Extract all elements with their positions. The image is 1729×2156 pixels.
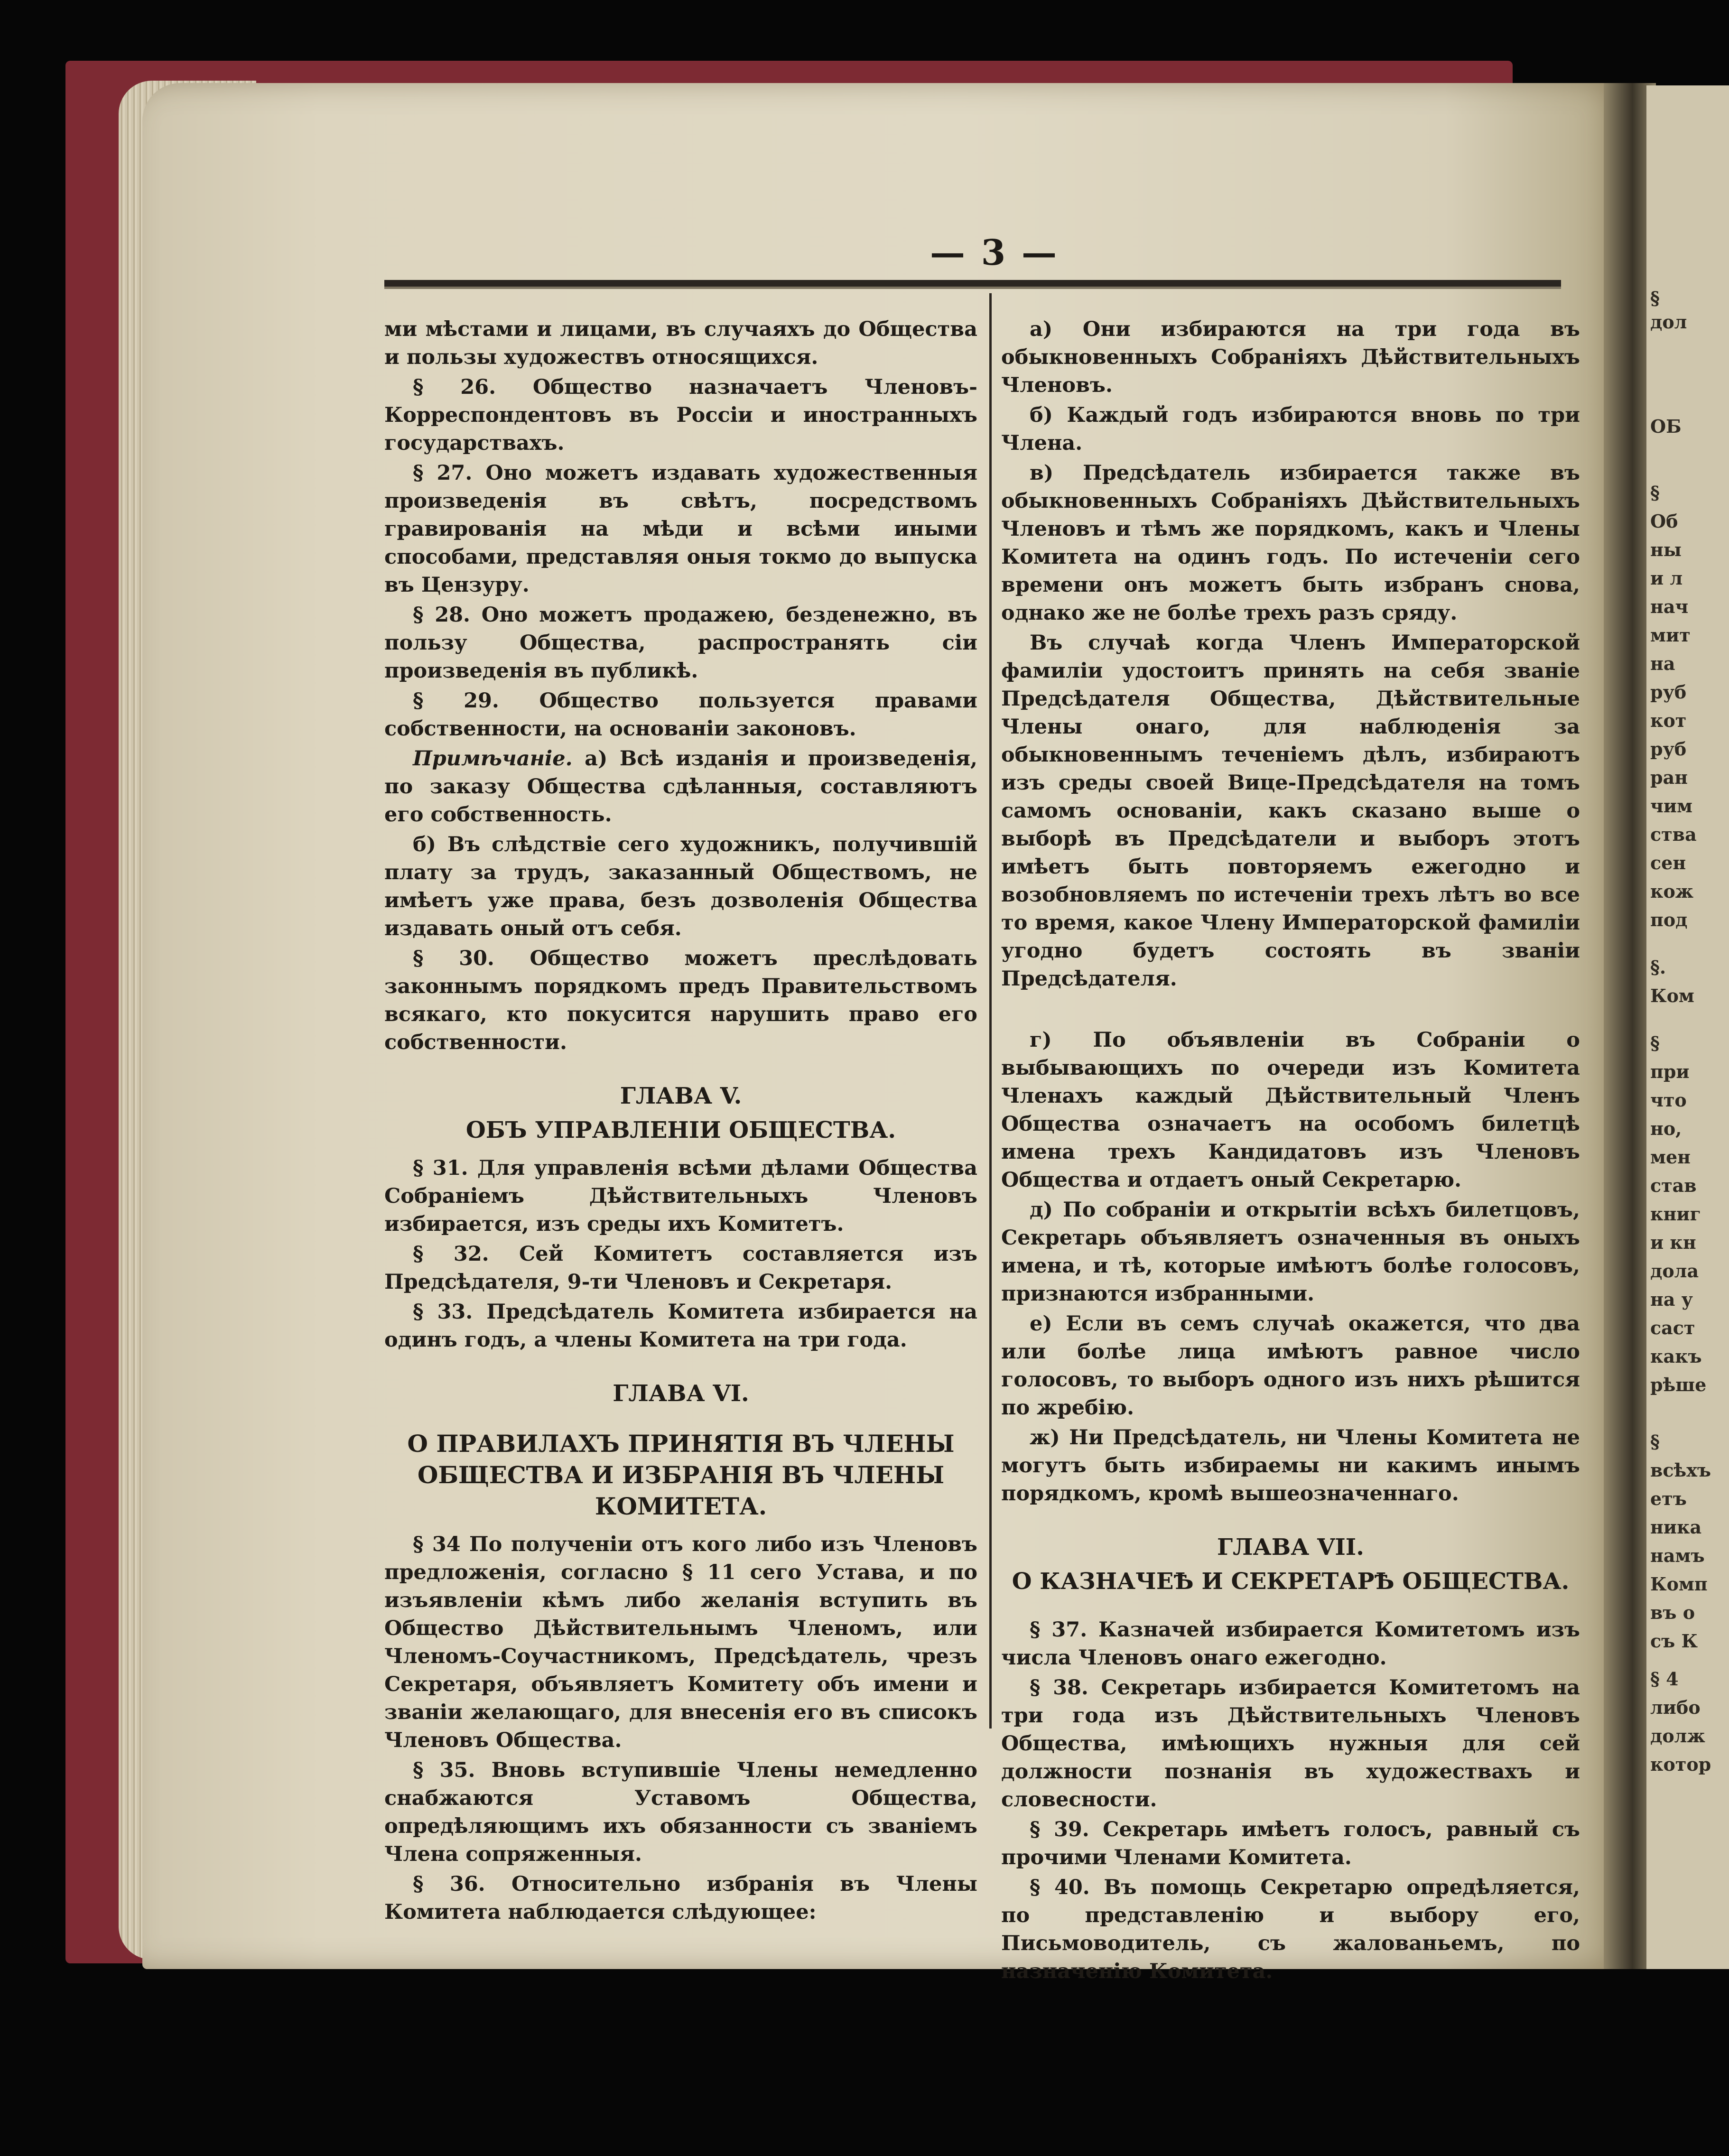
paragraph-29: § 29. Общество пользуется правами собственности, на основаніи законовъ.: [384, 689, 977, 741]
column-divider: [989, 293, 992, 1729]
next-page-fragment: ства: [1650, 824, 1697, 845]
next-page-fragment: дола: [1650, 1260, 1699, 1282]
next-page-fragment: §.: [1650, 957, 1666, 978]
next-page-fragment: но,: [1650, 1118, 1682, 1139]
next-page-fragment: §: [1650, 1431, 1660, 1452]
next-page-fragment: ОБ: [1650, 416, 1682, 437]
next-page-fragment: §: [1650, 288, 1660, 309]
right-column: [1001, 316, 1580, 1988]
next-page-fragment: под: [1650, 909, 1688, 930]
chapter-5-subtitle: ОБЪ УПРАВЛЕНІИ ОБЩЕСТВА.: [465, 1117, 896, 1143]
note-label: Примѣчаніе.: [413, 747, 573, 771]
next-page-fragment: мен: [1650, 1146, 1691, 1168]
paragraph-36: § 36. Относительно избранія въ Члены Комитета наблюдается слѣдующее:: [384, 1872, 977, 1924]
next-page-fragment: Ком: [1650, 985, 1694, 1006]
paragraph-37: § 37. Казначей избирается Комитетомъ изъ числа Членовъ онаго ежегодно.: [1001, 1618, 1580, 1670]
chapter-6-subtitle: О ПРАВИЛАХЪ ПРИНЯТІЯ ВЪ ЧЛЕНЫ ОБЩЕСТВА И ИЗБРАНІЯ ВЪ ЧЛЕНЫ КОМИТЕТА.: [407, 1430, 955, 1520]
next-page-fragment: § 4: [1650, 1668, 1679, 1690]
left-column: [384, 316, 977, 1928]
next-page-fragment: чим: [1650, 795, 1693, 817]
next-page-fragment: сен: [1650, 852, 1686, 874]
next-page-fragment: что: [1650, 1089, 1687, 1111]
next-page-fragment: кож: [1650, 881, 1694, 902]
next-page-fragment: нач: [1650, 596, 1689, 617]
next-page-fragment: §: [1650, 482, 1660, 503]
item-e: е) Если въ семъ случаѣ окажется, что два или болѣе лица имѣютъ равное число голосовъ, то выборъ одного изъ нихъ рѣшится по жребію.: [1001, 1312, 1580, 1420]
next-page-fragment: саст: [1650, 1317, 1695, 1338]
next-page-fragment: кот: [1650, 710, 1687, 731]
paragraph-35: § 35. Вновь вступившіе Члены немедленно снабжаются Уставомъ Общества, опредѣляющимъ ихъ обязанности съ званіемъ Члена сопряженныя.: [384, 1758, 977, 1866]
next-page-fragment: на: [1650, 653, 1675, 674]
item-zh: ж) Ни Предсѣдатель, ни Члены Комитета не могутъ быть избираемы ни какимъ инымъ порядкомъ, кромѣ вышеозначеннаго.: [1001, 1426, 1580, 1505]
note-b: б) Въ слѣдствіе сего художникъ, получившій плату за трудъ, заказанный Обществомъ, не имѣетъ уже права, безъ дозволенія Общества издавать оный отъ себя.: [384, 833, 977, 940]
item-a: а) Они избираются на три года въ обыкновенныхъ Собраніяхъ Дѣйствительныхъ Членовъ.: [1001, 317, 1580, 397]
chapter-5-title: ГЛАВА V.: [620, 1083, 742, 1109]
paragraph-38: § 38. Секретарь избирается Комитетомъ на три года изъ Дѣйствительныхъ Членовъ Общества, имѣющихъ нужныя для сей должности познанія въ художествахъ и словесности.: [1001, 1676, 1580, 1812]
chapter-7-subtitle: О КАЗНАЧЕѢ И СЕКРЕТАРѢ ОБЩЕСТВА.: [1012, 1568, 1570, 1595]
next-page-fragment: либо: [1650, 1697, 1701, 1718]
note-a-text: а) Всѣ изданія и произведенія, по заказу Общества сдѣланныя, составляютъ его собственность.: [384, 747, 977, 827]
next-page-fragment: руб: [1650, 681, 1687, 703]
next-page-fragment: всѣхъ: [1650, 1459, 1711, 1481]
next-page-fragment: при: [1650, 1061, 1690, 1082]
next-page-fragment: рѣше: [1650, 1374, 1707, 1395]
note-a: [384, 745, 977, 829]
paragraph-32: § 32. Сей Комитетъ составляется изъ Предсѣдателя, 9-ти Членовъ и Секретаря.: [384, 1242, 977, 1294]
page-number: — 3 —: [930, 232, 1059, 273]
next-page-fragment: котор: [1650, 1754, 1711, 1775]
next-page-fragment: ника: [1650, 1516, 1702, 1538]
paragraph-34: § 34 По полученіи отъ кого либо изъ Членовъ предложенія, согласно § 11 сего Устава, и по изъявленіи кѣмъ либо желанія вступить въ Общество Дѣйствительнымъ Членомъ, или Членомъ-Соучастникомъ, Предсѣдатель, чрезъ Секретаря, объявляетъ Комитету объ имени и званіи желающаго, для внесенія его въ списокъ Членовъ Общества.: [384, 1533, 977, 1752]
header-rule: [384, 280, 1561, 289]
next-page-fragment: и кн: [1650, 1232, 1696, 1253]
paragraph-39: § 39. Секретарь имѣетъ голосъ, равный съ прочими Членами Комитета.: [1001, 1818, 1580, 1869]
next-page-fragment: руб: [1650, 738, 1687, 760]
next-page-fragment: Об: [1650, 511, 1678, 532]
next-page-fragment: став: [1650, 1175, 1697, 1196]
next-page-fragment: и л: [1650, 567, 1683, 589]
paragraph-31: § 31. Для управленія всѣми дѣлами Общества Собраніемъ Дѣйствительныхъ Членовъ избирается, изъ среды ихъ Комитетъ.: [384, 1156, 977, 1236]
item-v: в) Предсѣдатель избирается также въ обыкновенныхъ Собраніяхъ Дѣйствительныхъ Членовъ и тѣмъ же порядкомъ, какъ и Члены Комитета на одинъ годъ. По истеченіи сего времени онъ можетъ быть избранъ снова, однако же не болѣе трехъ разъ сряду.: [1001, 461, 1580, 625]
item-d: д) По собраніи и открытіи всѣхъ билетцовъ, Секретарь объявляетъ означенныя въ оныхъ имена, и тѣ, которые имѣютъ болѣе голосовъ, признаются избранными.: [1001, 1198, 1580, 1306]
paragraph-28: § 28. Оно можетъ продажею, безденежно, въ пользу Общества, распространять сіи произведенія въ публикѣ.: [384, 603, 977, 683]
next-page-fragment: Комп: [1650, 1573, 1708, 1595]
next-page-fragment: въ о: [1650, 1602, 1695, 1623]
paragraph-30: § 30. Общество можетъ преслѣдовать законнымъ порядкомъ предъ Правительствомъ всякаго, кто покусится нарушить право его собственности.: [384, 947, 977, 1054]
next-page-fragment: намъ: [1650, 1545, 1705, 1566]
next-page-fragment: ран: [1650, 767, 1688, 788]
imperial-paragraph: Въ случаѣ когда Членъ Императорской фамиліи удостоитъ принять на себя званіе Предсѣдателя Общества, Дѣйствительные Члены онаго, для наблюденія за обыкновеннымъ теченіемъ дѣлъ, избираютъ изъ среды своей Вице-Предсѣдателя на томъ самомъ основаніи, какъ сказано выше о выборѣ въ Предсѣдатели и выборъ этотъ имѣетъ быть повторяемъ ежегодно и возобновляемъ по истеченіи трехъ лѣтъ во все то время, какое Члену Императорской фамиліи угодно будетъ состоять въ званіи Предсѣдателя.: [1001, 631, 1580, 991]
next-page-fragment: на у: [1650, 1289, 1693, 1310]
item-b: б) Каждый годъ избираются вновь по три Члена.: [1001, 403, 1580, 455]
next-page-fragment: какъ: [1650, 1346, 1702, 1367]
next-page-fragment: §: [1650, 1032, 1660, 1054]
next-page-fragment: книг: [1650, 1203, 1701, 1225]
chapter-6-title: ГЛАВА VI.: [613, 1380, 749, 1407]
next-page: [1646, 85, 1729, 1969]
next-page-fragment: долж: [1650, 1725, 1705, 1747]
next-page-fragment: етъ: [1650, 1488, 1687, 1509]
item-g: г) По объявленіи въ Собраніи о выбывающихъ по очереди изъ Комитета Членахъ каждый Дѣйствительный Членъ Общества означаетъ на особомъ билетцѣ имена трехъ Кандидатовъ изъ Членовъ Общества и отдаетъ оный Секретарю.: [1001, 1028, 1580, 1192]
paragraph-27: § 27. Оно можетъ издавать художественныя произведенія въ свѣтъ, посредствомъ гравированія на мѣди и всѣми иными способами, представляя оныя токмо до выпуска въ Цензуру.: [384, 461, 977, 597]
paragraph-40: § 40. Въ помощь Секретарю опредѣляется, по представленію и выбору его, Письмоводитель, съ жалованьемъ, по назначенію Комитета.: [1001, 1876, 1580, 1983]
paragraph-33: § 33. Предсѣдатель Комитета избирается на одинъ годъ, а члены Комитета на три года.: [384, 1300, 977, 1352]
next-page-fragment: ны: [1650, 539, 1682, 560]
next-page-fragment: мит: [1650, 624, 1691, 646]
paragraph: ми мѣстами и лицами, въ случаяхъ до Общества и пользы художествъ относящихся.: [384, 317, 977, 369]
next-page-fragment: дол: [1650, 311, 1687, 333]
next-page-fragment: съ К: [1650, 1630, 1698, 1652]
paragraph-26: § 26. Общество назначаетъ Членовъ-Корреспондентовъ въ Россіи и иностранныхъ государствахъ.: [384, 375, 977, 455]
chapter-7-title: ГЛАВА VII.: [1217, 1534, 1364, 1561]
